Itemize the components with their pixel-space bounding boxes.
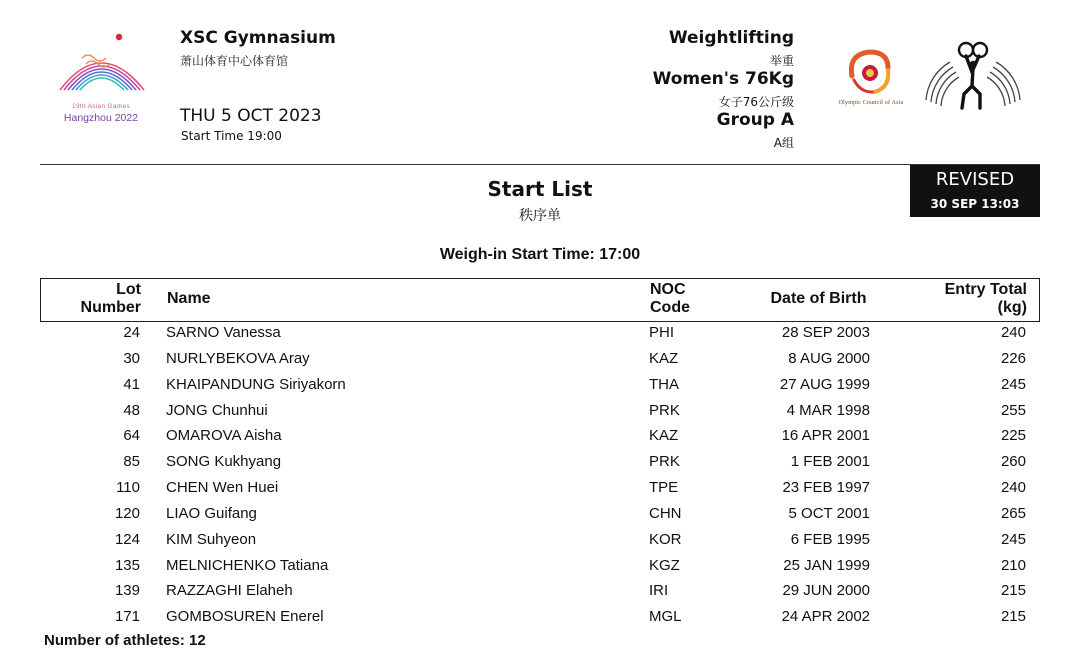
noc-code: THA [649, 375, 679, 393]
lot-number: 30 [123, 349, 140, 367]
header-noc-line1: NOC [650, 281, 686, 298]
noc-code: TPE [649, 479, 679, 497]
athlete-name: CHEN Wen Huei [166, 479, 279, 497]
table-row [40, 347, 1040, 373]
lot-number: 135 [114, 556, 140, 574]
games-logo-line2: Hangzhou 2022 [63, 112, 139, 124]
header-lot-number [51, 281, 141, 317]
start-list-table-body [40, 321, 1040, 631]
date-of-birth: 4 MAR 1998 [786, 401, 870, 419]
hangzhou-2022-logo [52, 28, 150, 128]
date-of-birth: 5 OCT 2001 [788, 504, 870, 522]
weightlifting-pictogram-icon [922, 40, 1024, 120]
revised-date: 30 SEP 13:03 [930, 197, 1020, 211]
athlete-name: JONG Chunhui [166, 401, 268, 419]
lot-number: 171 [114, 608, 140, 626]
oca-logo-text: Olympic Council of Asia [838, 100, 904, 106]
number-of-athletes: Number of athletes: 12 [44, 632, 206, 649]
venue-name-chinese: 萧山体育中心体育馆 [180, 54, 289, 68]
lot-number: 85 [123, 453, 140, 471]
header-lot-line1: Lot [116, 281, 141, 298]
noc-code: PRK [649, 401, 680, 419]
header-name: Name [167, 290, 211, 307]
athlete-name: GOMBOSUREN Enerel [166, 608, 324, 626]
date-of-birth: 16 APR 2001 [781, 427, 870, 445]
lot-number: 64 [123, 427, 140, 445]
entry-total: 265 [1000, 504, 1026, 522]
entry-total: 255 [1000, 401, 1026, 419]
table-row [40, 502, 1040, 528]
table-row [40, 424, 1040, 450]
revised-label: REVISED [935, 169, 1015, 190]
lot-number: 24 [123, 324, 140, 341]
date-of-birth: 8 AUG 2000 [788, 349, 870, 367]
header-lot-line2: Number [80, 299, 141, 316]
date-of-birth: 23 FEB 1997 [782, 479, 870, 497]
start-time: Start Time 19:00 [181, 129, 282, 143]
noc-code: IRI [649, 582, 669, 600]
noc-code: KOR [649, 530, 682, 548]
athlete-name: NURLYBEKOVA Aray [166, 349, 310, 367]
lot-number: 110 [116, 479, 140, 497]
header-noc-code [650, 281, 690, 317]
entry-total: 260 [1000, 453, 1026, 471]
athlete-name: SARNO Vanessa [166, 324, 281, 341]
lot-number: 48 [123, 401, 140, 419]
weigh-in-time: Weigh-in Start Time: 17:00 [439, 246, 641, 263]
header-entry-line1: Entry Total [944, 281, 1027, 298]
weight-category: Women's 76Kg [652, 69, 794, 89]
group-name: Group A [716, 110, 794, 130]
noc-code: PHI [649, 324, 675, 341]
header-noc-line2: Code [650, 299, 690, 316]
table-row [40, 579, 1040, 605]
athlete-name: OMAROVA Aisha [166, 427, 282, 445]
oca-logo [830, 46, 912, 116]
athlete-name: SONG Kukhyang [166, 453, 282, 471]
header-divider [40, 164, 1040, 165]
entry-total: 215 [1000, 582, 1026, 600]
table-row [40, 476, 1040, 502]
noc-code: MGL [649, 608, 682, 626]
date-of-birth: 6 FEB 1995 [790, 530, 870, 548]
table-row [40, 528, 1040, 554]
lot-number: 139 [114, 582, 140, 600]
date-of-birth: 25 JAN 1999 [783, 556, 870, 574]
entry-total: 245 [1000, 530, 1026, 548]
athlete-name: RAZZAGHI Elaheh [166, 582, 293, 600]
table-row [40, 399, 1040, 425]
date-of-birth: 27 AUG 1999 [779, 375, 870, 393]
table-row [40, 450, 1040, 476]
athlete-name: MELNICHENKO Tatiana [166, 556, 329, 574]
header-date-of-birth: Date of Birth [770, 290, 867, 307]
lot-number: 120 [114, 504, 140, 522]
entry-total: 226 [1000, 349, 1026, 367]
date-of-birth: 1 FEB 2001 [790, 453, 870, 471]
group-name-chinese: A组 [773, 136, 794, 150]
table-row [40, 321, 1040, 347]
event-name-chinese: 举重 [769, 54, 794, 68]
date-of-birth: 24 APR 2002 [781, 608, 870, 626]
athlete-name: KHAIPANDUNG Siriyakorn [166, 375, 346, 393]
entry-total: 240 [1000, 324, 1026, 341]
games-logo-line1: 19th Asian Games [72, 103, 130, 110]
date-of-birth: 29 JUN 2000 [782, 582, 870, 600]
entry-total: 215 [1000, 608, 1026, 626]
lot-number: 124 [114, 530, 140, 548]
competition-date: THU 5 OCT 2023 [180, 106, 322, 126]
header-entry-total [907, 281, 1027, 317]
document-title: Start List [487, 177, 593, 201]
noc-code: KAZ [649, 427, 679, 445]
header-entry-line2: (kg) [997, 299, 1027, 316]
table-row [40, 373, 1040, 399]
table-header [40, 278, 1040, 322]
noc-code: KGZ [649, 556, 680, 574]
weight-category-chinese: 女子76公斤级 [718, 95, 794, 109]
noc-code: CHN [649, 504, 682, 522]
lot-number: 41 [123, 375, 140, 393]
noc-code: KAZ [649, 349, 679, 367]
document-title-chinese: 秩序单 [519, 208, 561, 224]
date-of-birth: 28 SEP 2003 [781, 324, 870, 341]
entry-total: 225 [1000, 427, 1026, 445]
table-row [40, 554, 1040, 580]
athlete-name: KIM Suhyeon [166, 530, 257, 548]
entry-total: 240 [1000, 479, 1026, 497]
revised-badge [910, 165, 1040, 217]
entry-total: 210 [1000, 556, 1026, 574]
table-row [40, 605, 1040, 631]
event-name: Weightlifting [668, 28, 794, 48]
venue-name: XSC Gymnasium [180, 28, 336, 48]
entry-total: 245 [1000, 375, 1026, 393]
noc-code: PRK [649, 453, 680, 471]
athlete-name: LIAO Guifang [166, 504, 257, 522]
